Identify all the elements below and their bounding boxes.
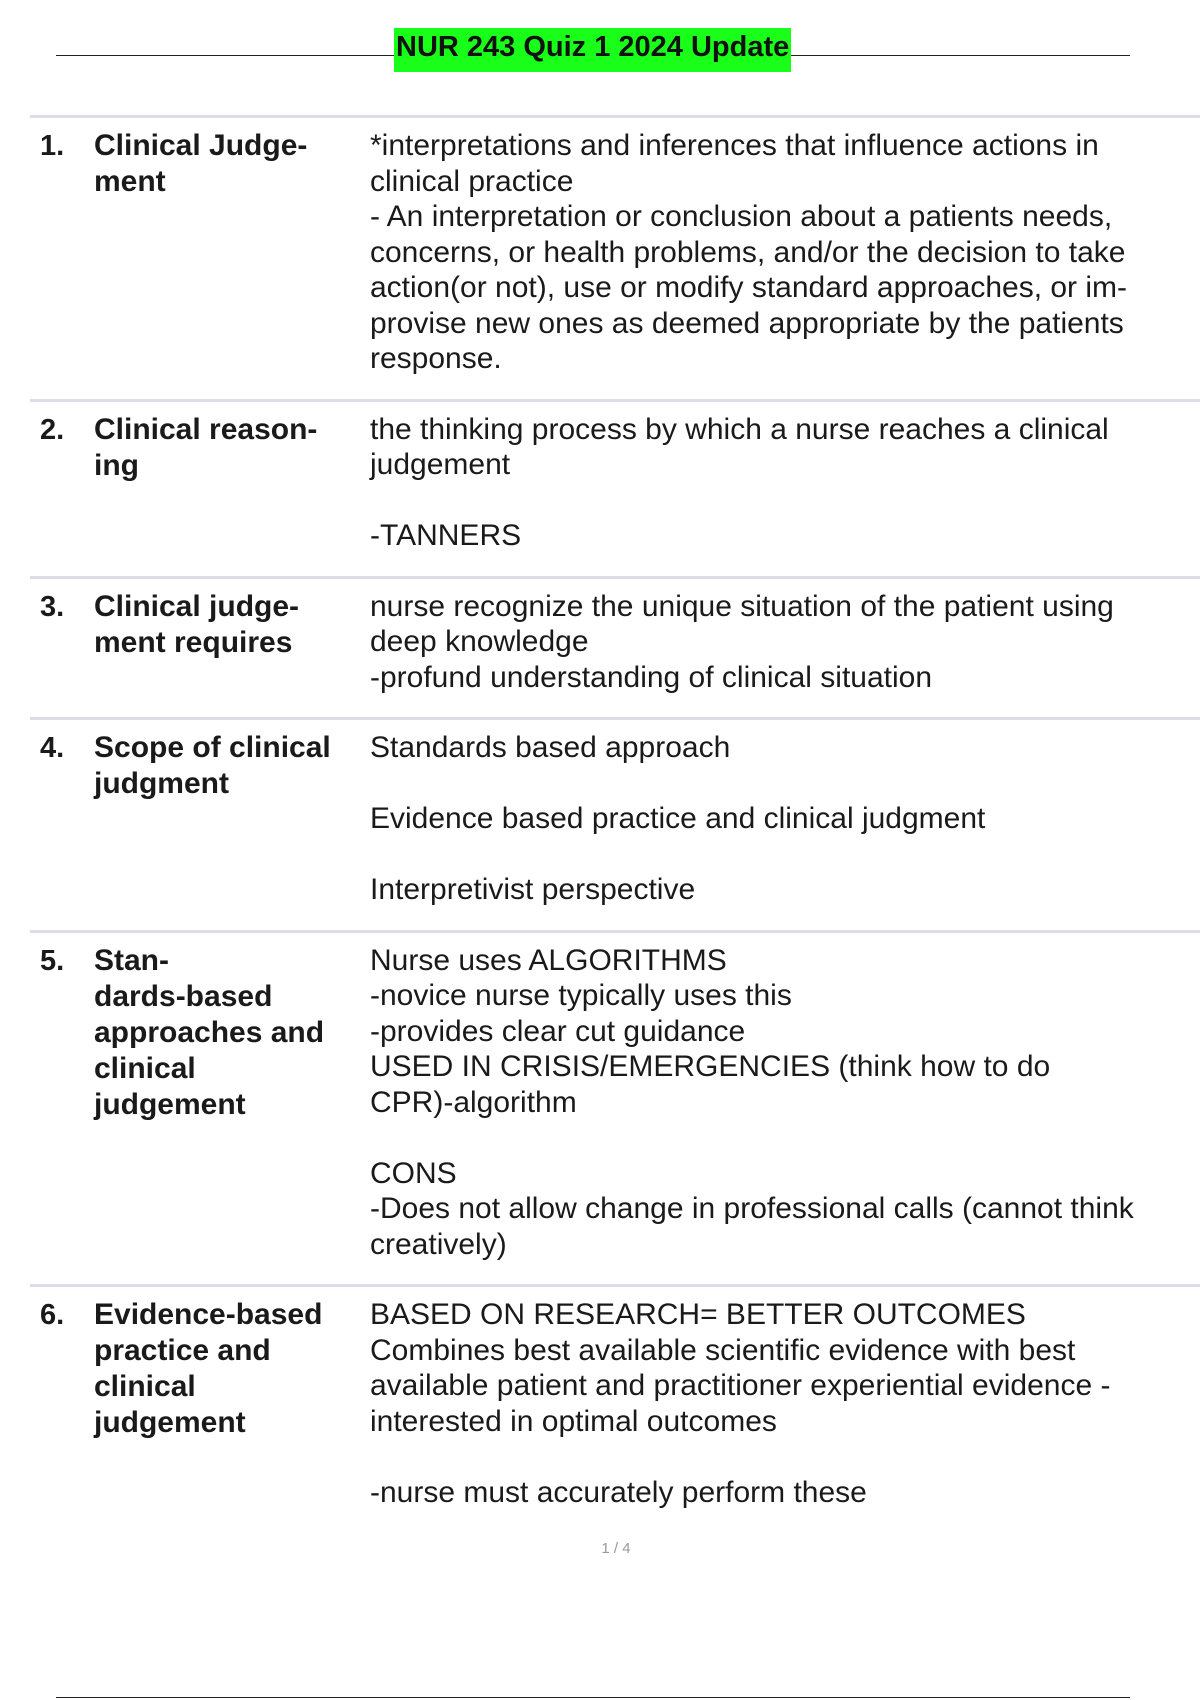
card-term: Evidence-based practice and clinical judgement [94,1298,323,1439]
page-number: 1 / 4 [601,1540,631,1557]
title-highlight [394,28,791,72]
card-definition: BASED ON RESEARCH= BETTER OUTCOMES Combines best available scientific evidence with best available patient and practitioner experiential evidence - interested in optimal outcomes -nurse must accurately perform these [370,1298,1111,1509]
card-term: Clinical Judge- ment [94,129,308,198]
card-number: 6. [40,1299,65,1331]
flashcard [30,576,1200,718]
card-number: 4. [40,732,65,764]
card-term: Clinical judge- ment requires [94,589,300,659]
flashcard-list [30,115,1200,1532]
card-definition: Standards based approach Evidence based practice and clinical judgment Interpretivist perspective [370,731,986,906]
card-definition: *interpretations and inferences that influence actions in clinical practice - An interpretation or conclusion about a patients needs, concerns, or health problems, and/or the decision to take action(or not), use or modify standard approaches, or im- provise new ones as deemed appropriate by the patients response. [370,129,1128,375]
flashcard [30,399,1200,576]
flashcard [30,115,1200,399]
flashcard [30,930,1200,1285]
card-term: Scope of clinical judgment [94,731,331,800]
card-number: 3. [40,590,65,623]
document-title: NUR 243 Quiz 1 2024 Update [396,31,790,63]
footer-rule [56,1697,1130,1698]
flashcard [30,717,1200,930]
card-definition: Nurse uses ALGORITHMS -novice nurse typically uses this -provides clear cut guidance USED IN CRISIS/EMERGENCIES (think how to do CPR)-algorithm CONS -Does not allow change in professional calls (cannot think creatively) [370,943,1134,1261]
document-header [56,28,1130,74]
card-definition: nurse recognize the unique situation of the patient using deep knowledge -profund understanding of clinical situation [370,589,1114,694]
card-number: 5. [40,944,65,977]
card-number: 1. [40,130,65,162]
card-number: 2. [40,413,65,446]
card-definition: the thinking process by which a nurse reaches a clinical judgement -TANNERS [370,412,1109,552]
flashcard [30,1284,1200,1532]
card-term: Clinical reason- ing [94,412,318,482]
card-term: Stan- dards-based approaches and clinical judgement [94,943,325,1121]
